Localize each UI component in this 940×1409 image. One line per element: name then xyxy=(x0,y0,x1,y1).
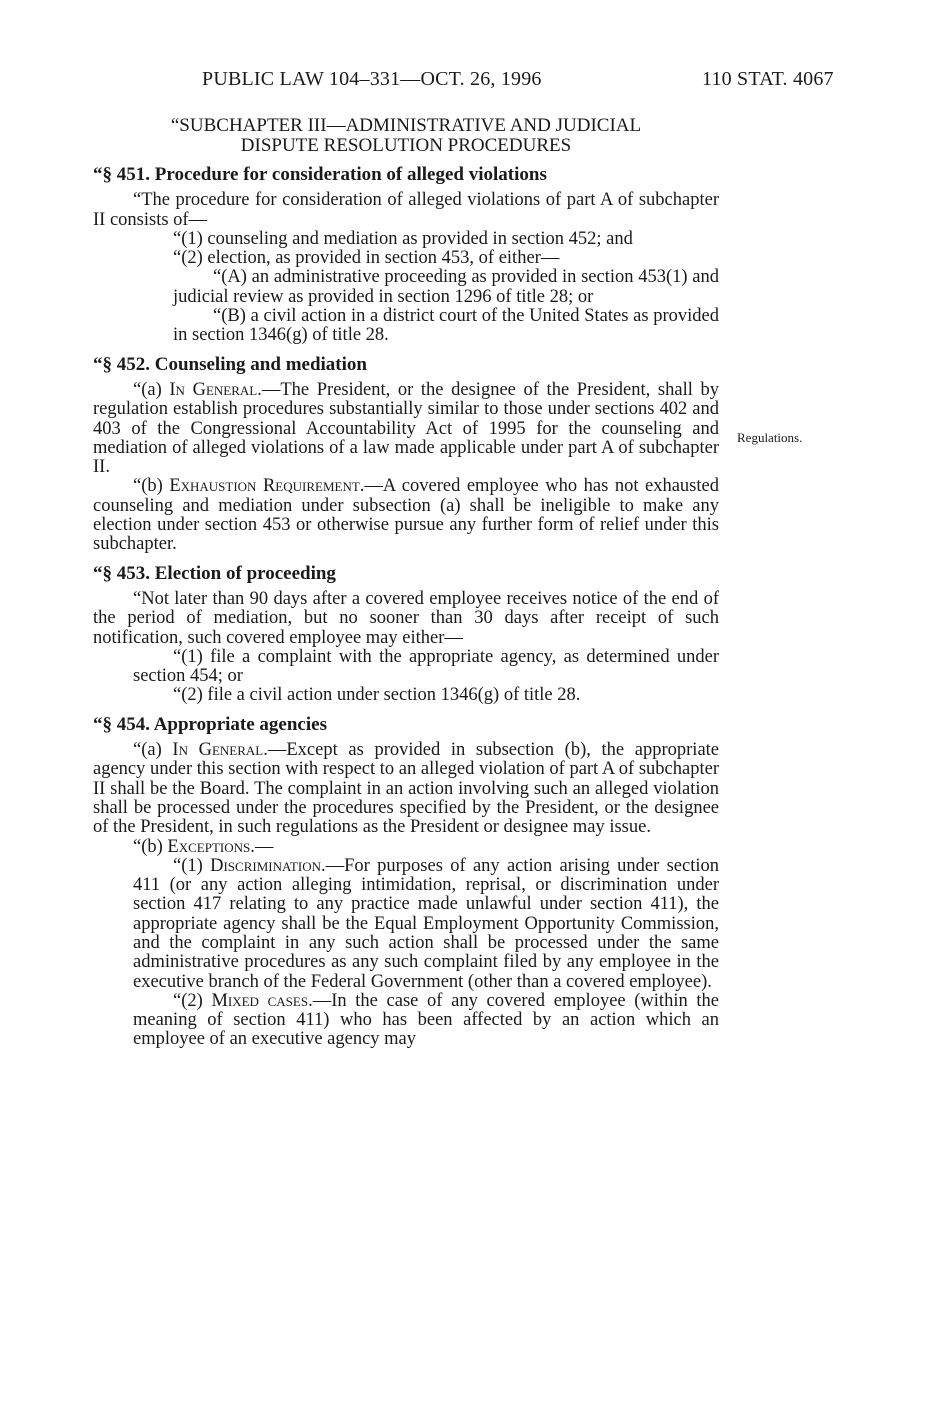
section-453-para-1: “(1) file a complaint with the appropriate agency, as determined under section 454; or xyxy=(133,646,719,687)
page-number: 110 STAT. 4067 xyxy=(702,68,834,90)
section-452-subsection-b xyxy=(93,477,719,554)
subsection-b-caption: Exceptions xyxy=(167,836,251,857)
subsection-b-caption: Exhaustion Requirement xyxy=(169,476,360,497)
section-453-para-2: “(2) file a civil action under section 1346(g) of title 28. xyxy=(173,685,581,706)
section-454-subsection-a xyxy=(93,741,719,837)
section-451-subpara-b: “(B) a civil action in a district court of the United States as provided in section 1346(g) of title 28. xyxy=(173,306,719,346)
section-454-heading: “§ 454. Appropriate agencies xyxy=(93,713,327,735)
subchapter-heading-line1: “SUBCHAPTER III—ADMINISTRATIVE AND JUDICIAL xyxy=(170,115,642,136)
subsection-a-text: .—Except as provided in subsection (b), the appropriate agency under this section with respect to an alleged violation of part A of subchapter II shall be the Board. The complaint in an action involving such an alleged violation shall be processed under the procedures specified by the President, or the designee of the President, in such regulations as the President or designee may issue. xyxy=(93,740,720,838)
subsection-a-caption: In General xyxy=(169,379,258,400)
document-body xyxy=(93,116,719,1050)
subsection-b-open: “(b) xyxy=(133,476,170,497)
section-451-para-1: “(1) counseling and mediation as provided in section 452; and xyxy=(173,228,633,249)
para-2-open: “(2) xyxy=(173,990,212,1011)
para-2-caption: Mixed cases xyxy=(211,990,309,1011)
subsection-a-caption: In General xyxy=(172,740,264,761)
subsection-b-text: .— xyxy=(250,836,274,857)
subsection-a-text: .—The President, or the designee of the President, shall by regulation establish procedures substantially similar to those under sections 402 and 403 of the Congressional Accountability Act of 1995 for the counseling and mediation of alleged violations of a law made applicable under part A of subchapter II. xyxy=(93,379,719,478)
section-453-intro: “Not later than 90 days after a covered employee receives notice of the end of the period of mediation, but no sooner than 30 days after receipt of such notification, such covered employee may either— xyxy=(93,588,719,648)
section-451-subpara-a: “(A) an administrative proceeding as provided in section 453(1) and judicial review as provided in section 1296 of title 28; or xyxy=(173,267,719,307)
section-452-heading: “§ 452. Counseling and mediation xyxy=(93,353,367,375)
section-451-heading: “§ 451. Procedure for consideration of alleged violations xyxy=(93,164,547,185)
para-1-caption: Discrimination xyxy=(210,855,321,876)
subchapter-heading xyxy=(93,116,719,156)
section-454-para-1 xyxy=(133,857,719,992)
section-451-para-2: “(2) election, as provided in section 453, of either— xyxy=(173,248,560,269)
section-452-subsection-a xyxy=(93,381,719,477)
section-453-heading: “§ 453. Election of proceeding xyxy=(93,562,336,584)
subsection-a-open: “(a) xyxy=(133,379,170,400)
subsection-b-open: “(b) xyxy=(133,836,168,857)
section-454-subsection-b xyxy=(93,838,719,857)
section-454-para-2 xyxy=(133,992,719,1050)
para-2-text: .—In the case of any covered employee (within the meaning of section 411) who has been affected by an action which an employee of an executive agency may xyxy=(133,990,719,1050)
subchapter-heading-line2: DISPUTE RESOLUTION PROCEDURES xyxy=(240,135,572,156)
subsection-a-open: “(a) xyxy=(133,740,173,761)
running-header: PUBLIC LAW 104–331—OCT. 26, 1996 xyxy=(202,68,542,90)
section-451-intro: “The procedure for consideration of alleged violations of part A of subchapter II consists of— xyxy=(93,190,719,230)
para-1-text: .—For purposes of any action arising under section 411 (or any action alleging intimidation, reprisal, or discrimination under section 417 relating to any practice made unlawful under section 411), the appropriate agency shall be the Equal Employment Opportunity Commission, and the complaint in any such action shall be processed under the same administrative procedures as any such complaint filed by any employee in the executive branch of the Federal Government (other than a covered employee). xyxy=(133,855,719,992)
margin-note: Regulations. xyxy=(737,430,803,445)
subsection-b-text: .—A covered employee who has not exhausted counseling and mediation under subsection (a) shall be ineligible to make any election under section 453 or otherwise pursue any further form of relief under this subchapter. xyxy=(93,476,719,555)
para-1-open: “(1) xyxy=(173,855,211,876)
